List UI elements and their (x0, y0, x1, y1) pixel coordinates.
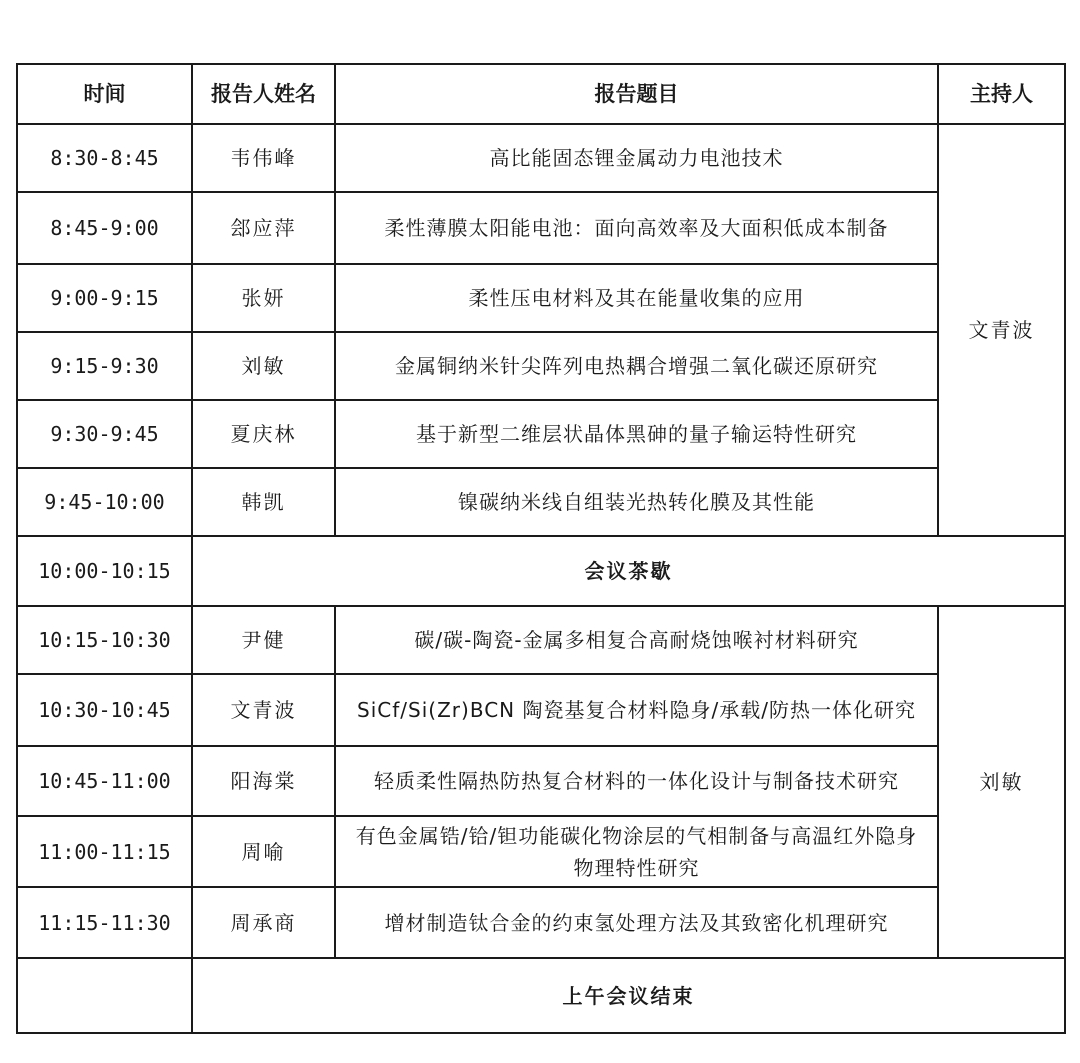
row-speaker: 韩凯 (192, 468, 335, 536)
tea-break-time: 10:00-10:15 (17, 536, 192, 606)
table-row (17, 746, 1065, 816)
row-title: 轻质柔性隔热防热复合材料的一体化设计与制备技术研究 (335, 746, 938, 816)
header-title: 报告题目 (335, 64, 938, 124)
row-time: 8:45-9:00 (17, 192, 192, 264)
tea-break-label: 会议茶歇 (192, 536, 1065, 606)
row-speaker: 周喻 (192, 816, 335, 887)
table-row (17, 887, 1065, 958)
row-title: 镍碳纳米线自组装光热转化膜及其性能 (335, 468, 938, 536)
header-host: 主持人 (938, 64, 1065, 124)
table-row (17, 400, 1065, 468)
session1-host: 文青波 (938, 124, 1065, 536)
table-row (17, 332, 1065, 400)
table-row (17, 816, 1065, 887)
row-time: 8:30-8:45 (17, 124, 192, 192)
session-end-label: 上午会议结束 (192, 958, 1065, 1033)
table-row (17, 674, 1065, 746)
row-time: 9:15-9:30 (17, 332, 192, 400)
row-title: 碳/碳-陶瓷-金属多相复合高耐烧蚀喉衬材料研究 (335, 606, 938, 674)
tea-break-row (17, 536, 1065, 606)
row-speaker: 郐应萍 (192, 192, 335, 264)
row-title: 高比能固态锂金属动力电池技术 (335, 124, 938, 192)
row-speaker: 刘敏 (192, 332, 335, 400)
table-row (17, 264, 1065, 332)
session-end-time (17, 958, 192, 1033)
header-time: 时间 (17, 64, 192, 124)
row-speaker: 阳海棠 (192, 746, 335, 816)
header-row (17, 64, 1065, 124)
row-speaker: 周承商 (192, 887, 335, 958)
row-time: 10:15-10:30 (17, 606, 192, 674)
session2-host: 刘敏 (938, 606, 1065, 958)
schedule-table (16, 63, 1066, 1034)
row-speaker: 韦伟峰 (192, 124, 335, 192)
row-time: 10:30-10:45 (17, 674, 192, 746)
row-time: 9:00-9:15 (17, 264, 192, 332)
row-speaker: 文青波 (192, 674, 335, 746)
session-end-row (17, 958, 1065, 1033)
row-time: 10:45-11:00 (17, 746, 192, 816)
row-speaker: 夏庆林 (192, 400, 335, 468)
table-row (17, 124, 1065, 192)
row-title: 柔性压电材料及其在能量收集的应用 (335, 264, 938, 332)
row-title: 有色金属锆/铪/钽功能碳化物涂层的气相制备与高温红外隐身物理特性研究 (335, 816, 938, 887)
row-time: 11:15-11:30 (17, 887, 192, 958)
row-title: 柔性薄膜太阳能电池：面向高效率及大面积低成本制备 (335, 192, 938, 264)
header-speaker: 报告人姓名 (192, 64, 335, 124)
row-time: 9:45-10:00 (17, 468, 192, 536)
table-row (17, 606, 1065, 674)
row-title: 金属铜纳米针尖阵列电热耦合增强二氧化碳还原研究 (335, 332, 938, 400)
row-title: 增材制造钛合金的约束氢处理方法及其致密化机理研究 (335, 887, 938, 958)
table-row (17, 192, 1065, 264)
row-time: 9:30-9:45 (17, 400, 192, 468)
row-speaker: 尹健 (192, 606, 335, 674)
table-row (17, 468, 1065, 536)
row-speaker: 张妍 (192, 264, 335, 332)
row-time: 11:00-11:15 (17, 816, 192, 887)
row-title: SiCf/Si(Zr)BCN 陶瓷基复合材料隐身/承载/防热一体化研究 (335, 674, 938, 746)
row-title: 基于新型二维层状晶体黑砷的量子输运特性研究 (335, 400, 938, 468)
